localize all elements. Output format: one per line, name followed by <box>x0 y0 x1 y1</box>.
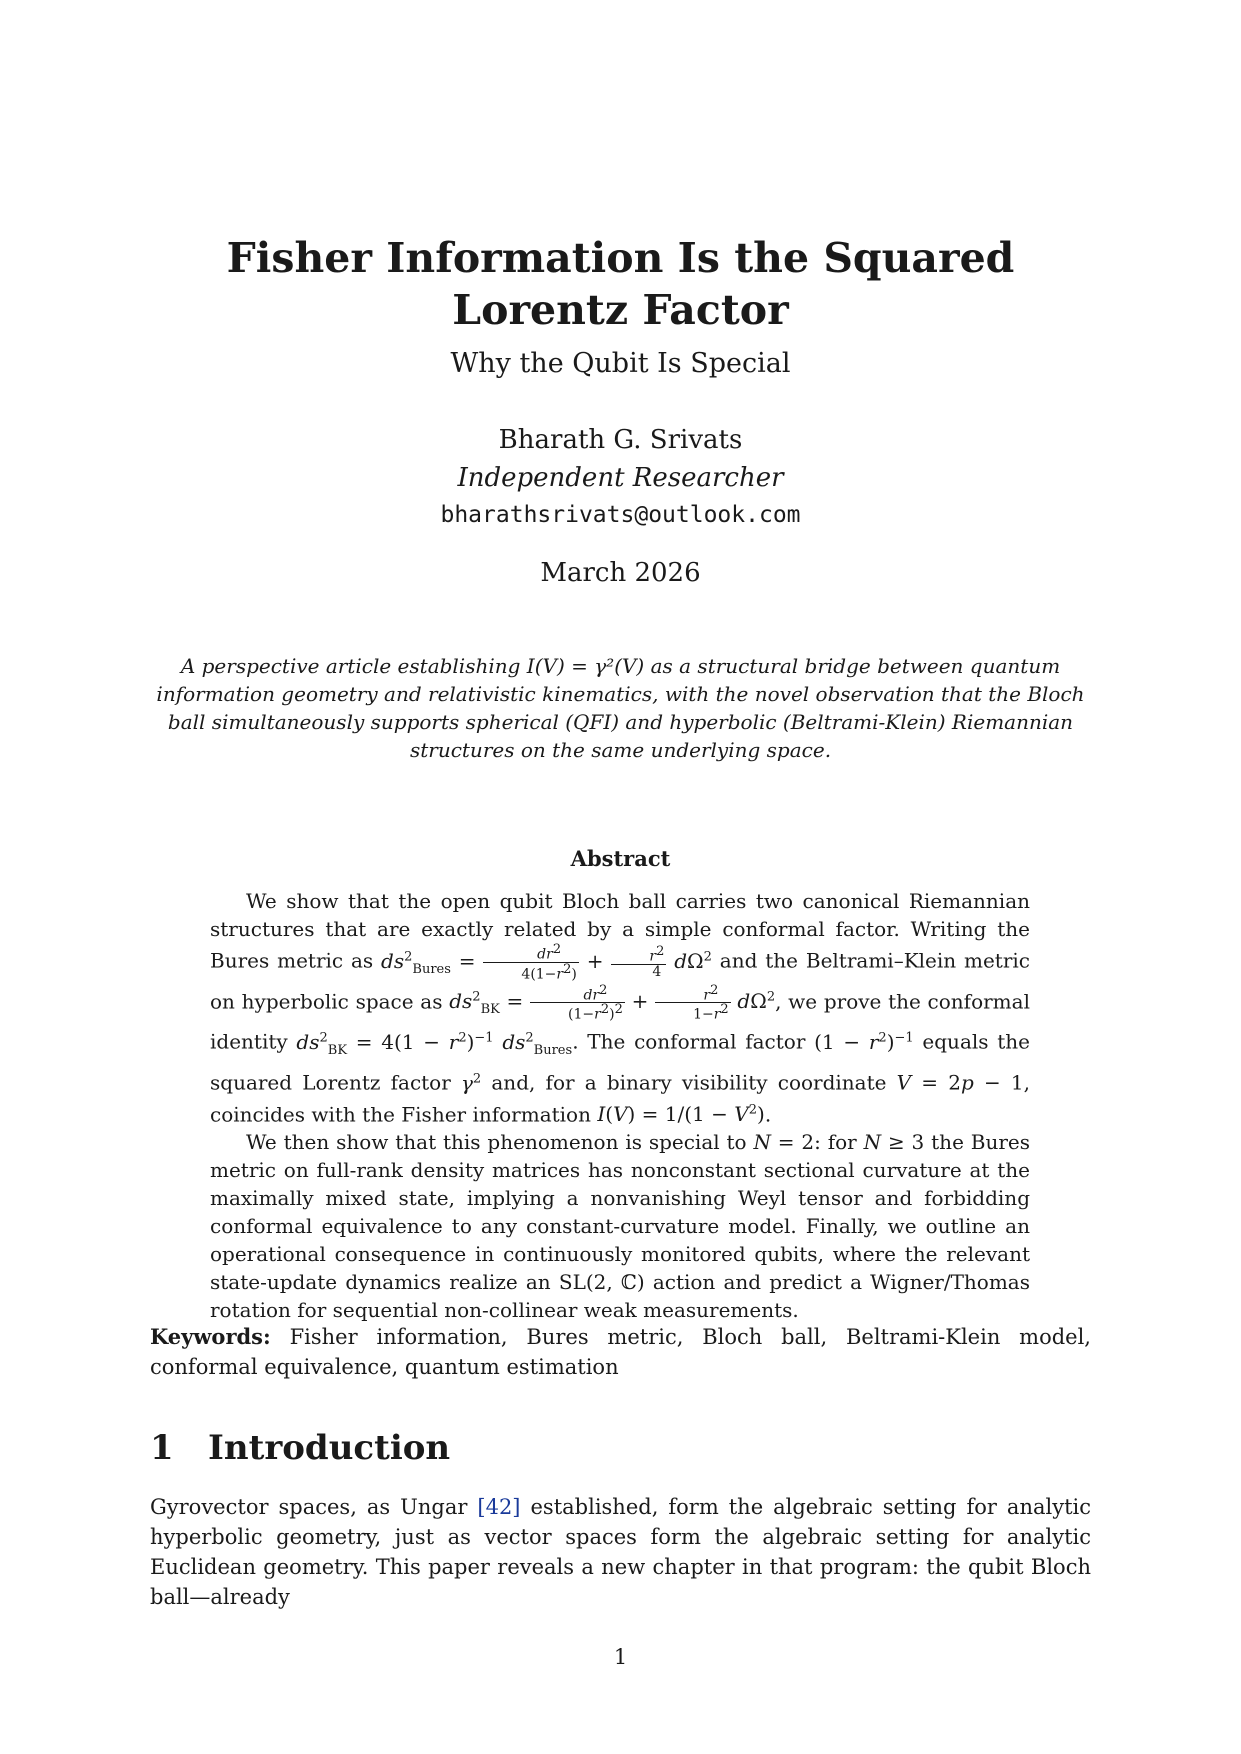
abstract-heading: Abstract <box>570 846 671 871</box>
abstract-text: the Bures metric on full-rank density matrices has nonconstant sectional curvature at the maximally mixed state, implying a nonvanishing Weyl tensor and forbidding conformal equivalence to any constant-curvature model. Finally, we outline an operational consequence in continuously monitored qubits, where the relevant state-update dynamics realize an <box>210 1130 1030 1295</box>
abstract-text: : for <box>814 1130 864 1155</box>
conformal-identity-formula: $ds^2_{BK} = 4(1 - r^2)^{-1}$ $ds^2_{Bures}$ <box>296 1029 573 1058</box>
abstract-text: . The conformal factor <box>572 1029 815 1054</box>
gamma-squared-formula: $\gamma^2$ <box>460 1070 482 1095</box>
section-heading <box>150 1428 450 1468</box>
n-equals-2-formula: N = 2 <box>753 1130 815 1155</box>
abstract-text: We show that the open qubit Bloch ball carries two canonical Riemannian structures that are exactly related by a simple conformal factor. Writing the Bures metric as <box>210 889 1030 973</box>
bures-metric-formula: $ds^2_{Bures}$ = $\frac{dr^2}{4(1-r^2)}$ + $\frac{r^2}{4}$ $d\Omega^2$ <box>381 942 712 983</box>
intro-paragraph <box>150 1492 1091 1612</box>
perspective-note <box>150 652 1091 764</box>
abstract-text: action and predict a Wigner/Thomas rotation for sequential non-collinear weak measurements. <box>210 1270 1030 1323</box>
visibility-formula: V = 2p − 1 <box>896 1070 1024 1095</box>
abstract-text: . <box>764 1102 772 1127</box>
paper-subtitle: Why the Qubit Is Special <box>450 348 791 379</box>
keywords <box>150 1322 1091 1382</box>
abstract-text: , we prove the conformal identity <box>210 989 1030 1054</box>
section-title: Introduction <box>208 1428 451 1468</box>
abstract-text: and the Beltrami–Klein metric on hyperbolic space as <box>210 948 1031 1014</box>
note-formula: I(V) = γ²(V) <box>526 654 645 678</box>
n-geq-3-formula: N ≥ 3 <box>863 1130 925 1155</box>
abstract-body <box>210 887 1030 1324</box>
section-number: 1 <box>150 1428 174 1468</box>
abstract-paragraph-2 <box>210 1128 1030 1324</box>
citation-link[interactable]: [42] <box>477 1495 521 1519</box>
intro-text: Gyrovector spaces, as Ungar <box>150 1495 478 1519</box>
paper-date: March 2026 <box>540 558 701 588</box>
author-affiliation: Independent Researcher <box>457 463 784 493</box>
intro-text: established, form the algebraic setting for analytic hyperbolic geometry, just as vector spaces form the algebraic setting for analytic Euclidean geometry. This paper reveals a new chapter in that program: the qubit Bloch ball—already <box>150 1495 1091 1609</box>
abstract-text: We then show that this phenomenon is special to <box>246 1130 754 1155</box>
page-number: 1 <box>613 1645 628 1669</box>
keywords-text: Fisher information, Bures metric, Bloch ball, Beltrami-Klein model, conformal equivalence, quantum estimation <box>150 1325 1091 1379</box>
conformal-factor-formula: $(1 - r^2)^{-1}$ <box>814 1029 914 1054</box>
sl2c-formula: SL(2, ℂ) <box>558 1270 645 1295</box>
keywords-label: Keywords: <box>150 1324 271 1349</box>
author-email[interactable]: bharathsrivats@outlook.com <box>440 502 801 528</box>
abstract-text: equals the squared Lorentz factor <box>210 1029 1031 1095</box>
abstract-paragraph-1 <box>210 887 1030 1128</box>
note-text-pre: A perspective article establishing <box>180 654 527 678</box>
bk-metric-formula: $ds^2_{BK}$ = $\frac{dr^2}{(1-r^2)^2}$ + $\frac{r^2}{1-r^2}$ $d\Omega^2$ <box>449 982 776 1023</box>
note-text-post: as a structural bridge between quantum information geometry and relativistic kinematics, with the novel observation that the Bloch ball simultaneously supports spherical (QFI) and hyperbolic (Beltrami-Klein) Riemannian structures on the same underlying space. <box>156 654 1085 762</box>
abstract-text: and, for a binary visibility coordinate <box>481 1070 897 1095</box>
author-name: Bharath G. Srivats <box>498 425 743 455</box>
abstract-text: , coincides with the Fisher information <box>210 1070 1030 1127</box>
paper-title: Fisher Information Is the Squared Lorentz Factor <box>226 234 1015 334</box>
fisher-information-formula: $I(V) = 1/(1 - V^2)$ <box>597 1102 765 1127</box>
